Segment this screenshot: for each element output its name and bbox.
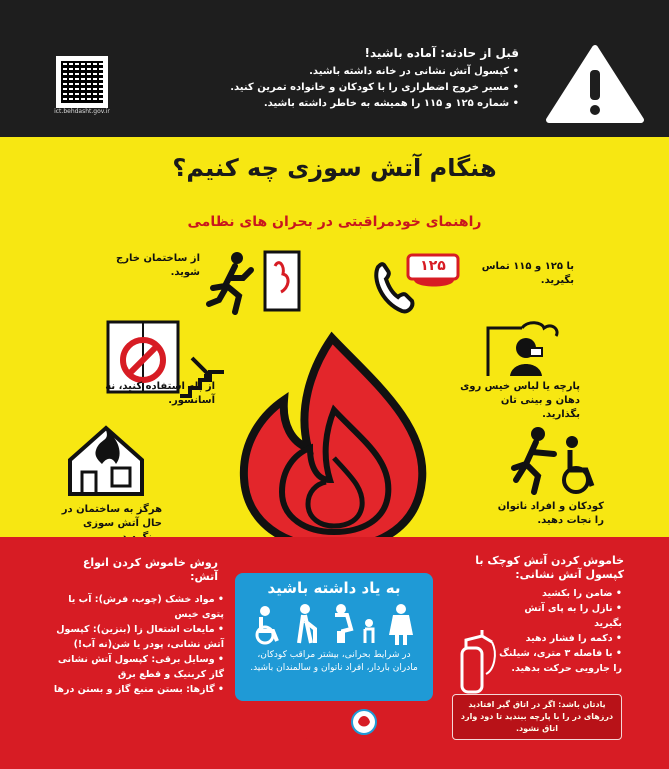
list-item: • مواد خشک (چوب، فرش): آب یا پتوی خیس	[44, 592, 224, 622]
note-text: یادتان باشد: اگر در اتاق گیر افتادید درزهای در را با پارچه ببندید تا دود وارد اتاق نشود.	[460, 700, 614, 733]
list-item: • دکمه را فشار دهید	[496, 631, 622, 646]
emblem-logo	[296, 708, 324, 742]
step-cloth-caption: پارچه یا لباس خیس روی دهان و بینی تان بگذارید.	[460, 381, 580, 420]
extinguish-types-title: روش خاموش کردن انواع آتش:	[82, 556, 218, 583]
remember-text: در شرایط بحرانی، بیشتر مراقب کودکان، مادران باردار، افراد ناتوان و سالمندان باشید.	[250, 650, 418, 673]
step-stairs-caption: از پله استفاده کنید، نه آسانسور.	[105, 381, 215, 406]
fire-icon	[222, 330, 444, 552]
burning-house-icon	[66, 420, 148, 498]
before-incident-list	[189, 64, 519, 112]
before-incident-title: قبل از حادثه: آماده باشید!	[364, 46, 519, 60]
exit-icon	[205, 248, 305, 318]
list-item: • شماره ۱۲۵ و ۱۱۵ را همیشه به خاطر داشته باشید.	[189, 96, 519, 112]
warning-icon	[545, 44, 645, 124]
health-ministry-logo	[350, 708, 378, 736]
list-item: • کپسول آتش نشانی در خانه داشته باشید.	[189, 64, 519, 80]
top-band	[0, 0, 669, 137]
fire-extinguisher-icon	[452, 630, 498, 694]
small-fire-title: خاموش کردن آتش کوچک با کپسول آتش نشانی:	[475, 554, 624, 581]
page-title: هنگام آتش سوزی چه کنیم؟	[172, 154, 497, 182]
list-item: • وسایل برقی: کپسول آتش نشانی گاز کربنیک و قطع برق	[44, 652, 224, 682]
list-item: • ضامن را بکشید	[496, 586, 622, 601]
vulnerable-people-icon	[249, 601, 419, 645]
qr-code	[56, 56, 108, 108]
note-box	[452, 694, 622, 740]
step-return-caption: هرگز به ساختمان در حال آتش سوزی	[61, 504, 162, 529]
emergency-number: ۱۲۵	[420, 258, 446, 274]
rescue-icon	[508, 424, 608, 496]
list-item: • مسیر خروج اضطراری را با کودکان و خانواده تمرین کنید.	[189, 80, 519, 96]
step-rescue-caption: کودکان و افراد ناتوان را نجات دهید.	[497, 501, 604, 526]
list-item: • گازها: بستن منبع گاز و بستن درها	[44, 682, 224, 697]
page-subtitle: راهنمای خودمراقبتی در بحران های نظامی	[187, 214, 482, 230]
remember-box	[235, 573, 433, 701]
list-item: • نازل را به پای آتش بگیرید	[496, 601, 622, 631]
step-call-caption: با ۱۲۵ و ۱۱۵ تماس بگیرید.	[481, 261, 574, 286]
step-exit-caption: از ساختمان خارج شوید.	[116, 253, 200, 278]
mask-person-icon	[482, 318, 562, 378]
small-fire-list	[496, 586, 622, 676]
list-item: • مایعات اشتعال زا (بنزین): کپسول آتش نشانی، پودر یا شن(نه آب!)	[44, 622, 224, 652]
extinguish-types-list	[44, 592, 224, 697]
qr-caption: ict.behdasht.gov.ir	[54, 108, 110, 115]
list-item: • با فاصله ۳ متری، شیلنگ را جارویی حرکت بدهید.	[496, 646, 622, 676]
remember-title: به یاد داشته باشید	[267, 579, 401, 597]
phone-alarm-icon	[368, 245, 468, 317]
